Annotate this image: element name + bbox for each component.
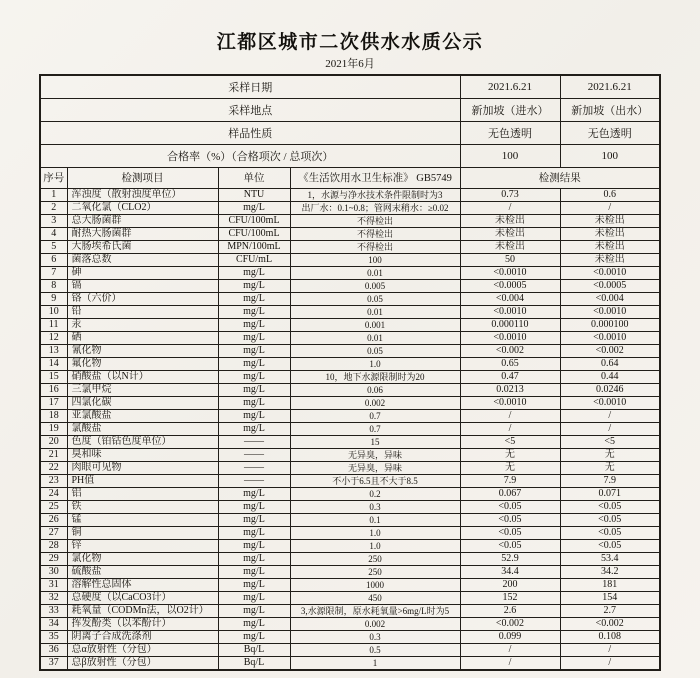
table-row — [40, 331, 660, 344]
row-number: 29 — [40, 552, 67, 565]
unit: Bq/L — [218, 656, 290, 670]
item-name: 溶解性总固体 — [67, 578, 218, 591]
table-row — [40, 552, 660, 565]
result-outlet: 0.000100 — [560, 318, 660, 331]
unit: mg/L — [218, 552, 290, 565]
table-row — [40, 188, 660, 201]
table-row — [40, 487, 660, 500]
result-inlet: 0.47 — [460, 370, 560, 383]
row-number: 28 — [40, 539, 67, 552]
unit: mg/L — [218, 487, 290, 500]
standard-limit: 不得检出 — [290, 214, 460, 227]
standard-limit: 1.0 — [290, 526, 460, 539]
result-inlet: / — [460, 643, 560, 656]
result-outlet: <0.05 — [560, 500, 660, 513]
result-inlet: 0.65 — [460, 357, 560, 370]
info-row — [40, 121, 660, 144]
table-row — [40, 474, 660, 487]
table-row — [40, 201, 660, 214]
result-outlet: / — [560, 643, 660, 656]
unit: mg/L — [218, 578, 290, 591]
column-header-standard: 《生活饮用水卫生标准》 GB5749 — [290, 167, 460, 188]
result-inlet: <0.002 — [460, 617, 560, 630]
item-name: 铅 — [67, 305, 218, 318]
standard-limit: 1.0 — [290, 357, 460, 370]
item-name: PH值 — [67, 474, 218, 487]
item-name: 锰 — [67, 513, 218, 526]
info-value-outlet: 100 — [560, 144, 660, 167]
unit: mg/L — [218, 383, 290, 396]
item-name: 氯酸盐 — [67, 422, 218, 435]
row-number: 7 — [40, 266, 67, 279]
row-number: 17 — [40, 396, 67, 409]
standard-limit: 250 — [290, 552, 460, 565]
result-inlet: <5 — [460, 435, 560, 448]
table-row — [40, 370, 660, 383]
item-name: 挥发酚类（以苯酚计） — [67, 617, 218, 630]
standard-limit: 0.002 — [290, 396, 460, 409]
standard-limit: 0.01 — [290, 305, 460, 318]
row-number: 5 — [40, 240, 67, 253]
item-name: 菌落总数 — [67, 253, 218, 266]
result-inlet: 0.73 — [460, 188, 560, 201]
unit: —— — [218, 474, 290, 487]
result-inlet: 无 — [460, 448, 560, 461]
result-outlet: 181 — [560, 578, 660, 591]
unit: mg/L — [218, 526, 290, 539]
standard-limit: 0.01 — [290, 266, 460, 279]
table-row — [40, 591, 660, 604]
row-number: 36 — [40, 643, 67, 656]
unit: mg/L — [218, 565, 290, 578]
result-inlet: 0.067 — [460, 487, 560, 500]
standard-limit: 1000 — [290, 578, 460, 591]
table-row — [40, 383, 660, 396]
result-outlet: 未检出 — [560, 240, 660, 253]
result-outlet: 0.071 — [560, 487, 660, 500]
item-name: 铁 — [67, 500, 218, 513]
info-value-inlet: 2021.6.21 — [460, 75, 560, 98]
item-name: 汞 — [67, 318, 218, 331]
info-value-inlet: 无色透明 — [460, 121, 560, 144]
item-name: 总β放射性（分包） — [67, 656, 218, 670]
table-row — [40, 357, 660, 370]
standard-limit: 1 — [290, 656, 460, 670]
row-number: 37 — [40, 656, 67, 670]
row-number: 18 — [40, 409, 67, 422]
result-outlet: <0.05 — [560, 513, 660, 526]
standard-limit: 0.06 — [290, 383, 460, 396]
page-title: 江都区城市二次供水水质公示 — [216, 32, 484, 53]
row-number: 31 — [40, 578, 67, 591]
column-header-row — [40, 167, 660, 188]
standard-limit: 0.005 — [290, 279, 460, 292]
result-inlet: <0.004 — [460, 292, 560, 305]
info-value-outlet: 2021.6.21 — [560, 75, 660, 98]
row-number: 8 — [40, 279, 67, 292]
unit: mg/L — [218, 500, 290, 513]
table-row — [40, 396, 660, 409]
table-row — [40, 253, 660, 266]
result-inlet: <0.0010 — [460, 266, 560, 279]
column-header-no: 序号 — [40, 167, 67, 188]
unit: mg/L — [218, 305, 290, 318]
info-label: 样品性质 — [40, 121, 460, 144]
result-outlet: / — [560, 656, 660, 670]
item-name: 总大肠菌群 — [67, 214, 218, 227]
info-label: 采样地点 — [40, 98, 460, 121]
row-number: 6 — [40, 253, 67, 266]
item-name: 总α放射性（分包） — [67, 643, 218, 656]
result-inlet: <0.05 — [460, 526, 560, 539]
standard-limit: 1，水源与净水技术条件限制时为3 — [290, 188, 460, 201]
row-number: 34 — [40, 617, 67, 630]
water-quality-table — [39, 74, 661, 671]
result-outlet: 0.0246 — [560, 383, 660, 396]
row-number: 13 — [40, 344, 67, 357]
result-outlet: <0.05 — [560, 539, 660, 552]
result-inlet: / — [460, 422, 560, 435]
unit: mg/L — [218, 370, 290, 383]
column-header-unit: 单位 — [218, 167, 290, 188]
item-name: 锌 — [67, 539, 218, 552]
result-outlet: <0.002 — [560, 344, 660, 357]
item-name: 氟化物 — [67, 357, 218, 370]
result-inlet: / — [460, 656, 560, 670]
standard-limit: 100 — [290, 253, 460, 266]
unit: mg/L — [218, 201, 290, 214]
result-inlet: 52.9 — [460, 552, 560, 565]
standard-limit: 无异臭，异味 — [290, 461, 460, 474]
info-label: 合格率（%）（合格项次 / 总项次） — [40, 144, 460, 167]
standard-limit: 0.3 — [290, 500, 460, 513]
item-name: 阴离子合成洗涤剂 — [67, 630, 218, 643]
result-outlet: <0.0010 — [560, 396, 660, 409]
table-row — [40, 656, 660, 670]
standard-limit: 0.1 — [290, 513, 460, 526]
table-row — [40, 266, 660, 279]
unit: CFU/100mL — [218, 214, 290, 227]
item-name: 亚氯酸盐 — [67, 409, 218, 422]
item-name: 镉 — [67, 279, 218, 292]
result-outlet: 0.44 — [560, 370, 660, 383]
info-section — [40, 75, 660, 167]
result-inlet: 50 — [460, 253, 560, 266]
result-outlet: / — [560, 201, 660, 214]
result-inlet: <0.002 — [460, 344, 560, 357]
result-inlet: 152 — [460, 591, 560, 604]
row-number: 11 — [40, 318, 67, 331]
info-row — [40, 98, 660, 121]
result-outlet: <0.0005 — [560, 279, 660, 292]
unit: —— — [218, 448, 290, 461]
unit: —— — [218, 461, 290, 474]
standard-limit: 0.05 — [290, 292, 460, 305]
row-number: 32 — [40, 591, 67, 604]
table-row — [40, 292, 660, 305]
table-row — [40, 526, 660, 539]
table-row — [40, 305, 660, 318]
unit: mg/L — [218, 604, 290, 617]
result-outlet: 未检出 — [560, 227, 660, 240]
result-outlet: <0.0010 — [560, 331, 660, 344]
result-inlet: 34.4 — [460, 565, 560, 578]
row-number: 30 — [40, 565, 67, 578]
item-name: 二氧化氯（CLO2） — [67, 201, 218, 214]
unit: mg/L — [218, 591, 290, 604]
standard-limit: 0.002 — [290, 617, 460, 630]
standard-limit: 0.3 — [290, 630, 460, 643]
standard-limit: 15 — [290, 435, 460, 448]
unit: mg/L — [218, 513, 290, 526]
info-value-inlet: 100 — [460, 144, 560, 167]
result-outlet: 无 — [560, 461, 660, 474]
table-row — [40, 539, 660, 552]
result-outlet: 0.6 — [560, 188, 660, 201]
unit: mg/L — [218, 396, 290, 409]
row-number: 3 — [40, 214, 67, 227]
row-number: 23 — [40, 474, 67, 487]
item-name: 四氯化碳 — [67, 396, 218, 409]
standard-limit: 10，地下水源限制时为20 — [290, 370, 460, 383]
row-number: 15 — [40, 370, 67, 383]
standard-limit: 0.7 — [290, 409, 460, 422]
result-outlet: 未检出 — [560, 253, 660, 266]
item-name: 硫酸盐 — [67, 565, 218, 578]
item-name: 铜 — [67, 526, 218, 539]
row-number: 20 — [40, 435, 67, 448]
table-row — [40, 227, 660, 240]
item-name: 臭和味 — [67, 448, 218, 461]
standard-limit: 0.7 — [290, 422, 460, 435]
header-section — [40, 167, 660, 188]
unit: mg/L — [218, 344, 290, 357]
table-row — [40, 630, 660, 643]
info-row — [40, 75, 660, 98]
unit: CFU/mL — [218, 253, 290, 266]
unit: mg/L — [218, 331, 290, 344]
table-row — [40, 448, 660, 461]
table-row — [40, 409, 660, 422]
item-name: 铝 — [67, 487, 218, 500]
result-outlet: / — [560, 422, 660, 435]
unit: mg/L — [218, 292, 290, 305]
table-row — [40, 318, 660, 331]
result-inlet: <0.05 — [460, 513, 560, 526]
item-name: 色度（铂钴色度单位） — [67, 435, 218, 448]
result-inlet: 未检出 — [460, 227, 560, 240]
column-header-result: 检测结果 — [460, 167, 660, 188]
item-name: 铬（六价） — [67, 292, 218, 305]
row-number: 33 — [40, 604, 67, 617]
standard-limit: 1.0 — [290, 539, 460, 552]
table-row — [40, 344, 660, 357]
result-outlet: <0.0010 — [560, 305, 660, 318]
result-inlet: 未检出 — [460, 214, 560, 227]
table-row — [40, 643, 660, 656]
result-outlet: 34.2 — [560, 565, 660, 578]
result-outlet: 未检出 — [560, 214, 660, 227]
result-inlet: / — [460, 409, 560, 422]
item-name: 硝酸盐（以N计） — [67, 370, 218, 383]
result-outlet: <0.0010 — [560, 266, 660, 279]
result-inlet: / — [460, 201, 560, 214]
result-inlet: 未检出 — [460, 240, 560, 253]
standard-limit: 无异臭，异味 — [290, 448, 460, 461]
result-outlet: <5 — [560, 435, 660, 448]
item-name: 大肠埃希氏菌 — [67, 240, 218, 253]
unit: mg/L — [218, 409, 290, 422]
table-row — [40, 500, 660, 513]
item-name: 耐热大肠菌群 — [67, 227, 218, 240]
standard-limit: 不小于6.5且不大于8.5 — [290, 474, 460, 487]
row-number: 10 — [40, 305, 67, 318]
standard-limit: 0.001 — [290, 318, 460, 331]
item-name: 总硬度（以CaCO3计） — [67, 591, 218, 604]
row-number: 27 — [40, 526, 67, 539]
table-row — [40, 578, 660, 591]
table-row — [40, 214, 660, 227]
result-inlet: <0.05 — [460, 539, 560, 552]
result-outlet: <0.05 — [560, 526, 660, 539]
data-section — [40, 188, 660, 670]
table-row — [40, 461, 660, 474]
info-value-outlet: 新加坡（出水） — [560, 98, 660, 121]
result-outlet: 0.64 — [560, 357, 660, 370]
table-row — [40, 435, 660, 448]
unit: mg/L — [218, 617, 290, 630]
result-inlet: 200 — [460, 578, 560, 591]
row-number: 21 — [40, 448, 67, 461]
column-header-item: 检测项目 — [67, 167, 218, 188]
row-number: 25 — [40, 500, 67, 513]
result-outlet: 154 — [560, 591, 660, 604]
item-name: 硒 — [67, 331, 218, 344]
row-number: 16 — [40, 383, 67, 396]
row-number: 2 — [40, 201, 67, 214]
result-inlet: 2.6 — [460, 604, 560, 617]
unit: mg/L — [218, 422, 290, 435]
unit: Bq/L — [218, 643, 290, 656]
info-row — [40, 144, 660, 167]
unit: mg/L — [218, 279, 290, 292]
result-outlet: 53.4 — [560, 552, 660, 565]
row-number: 22 — [40, 461, 67, 474]
table-row — [40, 565, 660, 578]
table-row — [40, 422, 660, 435]
item-name: 三氯甲烷 — [67, 383, 218, 396]
result-inlet: <0.0010 — [460, 305, 560, 318]
unit: mg/L — [218, 266, 290, 279]
standard-limit: 0.2 — [290, 487, 460, 500]
row-number: 19 — [40, 422, 67, 435]
result-outlet: 2.7 — [560, 604, 660, 617]
info-label: 采样日期 — [40, 75, 460, 98]
standard-limit: 3,水源限制，原水耗氧量>6mg/L时为5 — [290, 604, 460, 617]
unit: mg/L — [218, 630, 290, 643]
unit: NTU — [218, 188, 290, 201]
unit: CFU/100mL — [218, 227, 290, 240]
result-inlet: 无 — [460, 461, 560, 474]
standard-limit: 250 — [290, 565, 460, 578]
result-inlet: 0.0213 — [460, 383, 560, 396]
table-row — [40, 604, 660, 617]
result-inlet: 7.9 — [460, 474, 560, 487]
standard-limit: 450 — [290, 591, 460, 604]
row-number: 24 — [40, 487, 67, 500]
result-inlet: 0.099 — [460, 630, 560, 643]
info-value-outlet: 无色透明 — [560, 121, 660, 144]
result-inlet: <0.0005 — [460, 279, 560, 292]
result-outlet: / — [560, 409, 660, 422]
item-name: 耗氧量（CODMn法，以O2计） — [67, 604, 218, 617]
info-value-inlet: 新加坡（进水） — [460, 98, 560, 121]
result-outlet: 7.9 — [560, 474, 660, 487]
result-inlet: <0.0010 — [460, 331, 560, 344]
table-row — [40, 279, 660, 292]
result-outlet: 无 — [560, 448, 660, 461]
unit: mg/L — [218, 318, 290, 331]
result-outlet: 0.108 — [560, 630, 660, 643]
table-row — [40, 617, 660, 630]
result-outlet: <0.002 — [560, 617, 660, 630]
row-number: 12 — [40, 331, 67, 344]
row-number: 4 — [40, 227, 67, 240]
standard-limit: 不得检出 — [290, 240, 460, 253]
unit: —— — [218, 435, 290, 448]
item-name: 浑浊度（散射浊度单位） — [67, 188, 218, 201]
row-number: 35 — [40, 630, 67, 643]
result-inlet: <0.0010 — [460, 396, 560, 409]
standard-limit: 0.5 — [290, 643, 460, 656]
row-number: 9 — [40, 292, 67, 305]
item-name: 肉眼可见物 — [67, 461, 218, 474]
result-outlet: <0.004 — [560, 292, 660, 305]
page-subtitle: 2021年6月 — [325, 58, 375, 70]
table-row — [40, 513, 660, 526]
table-row — [40, 240, 660, 253]
result-inlet: <0.05 — [460, 500, 560, 513]
row-number: 26 — [40, 513, 67, 526]
item-name: 砷 — [67, 266, 218, 279]
standard-limit: 出厂水：0.1~0.8；管网末稍水：≥0.02 — [290, 201, 460, 214]
unit: mg/L — [218, 357, 290, 370]
row-number: 14 — [40, 357, 67, 370]
unit: mg/L — [218, 539, 290, 552]
standard-limit: 0.01 — [290, 331, 460, 344]
row-number: 1 — [40, 188, 67, 201]
unit: MPN/100mL — [218, 240, 290, 253]
item-name: 氯化物 — [67, 552, 218, 565]
standard-limit: 不得检出 — [290, 227, 460, 240]
result-inlet: 0.000110 — [460, 318, 560, 331]
standard-limit: 0.05 — [290, 344, 460, 357]
item-name: 氰化物 — [67, 344, 218, 357]
